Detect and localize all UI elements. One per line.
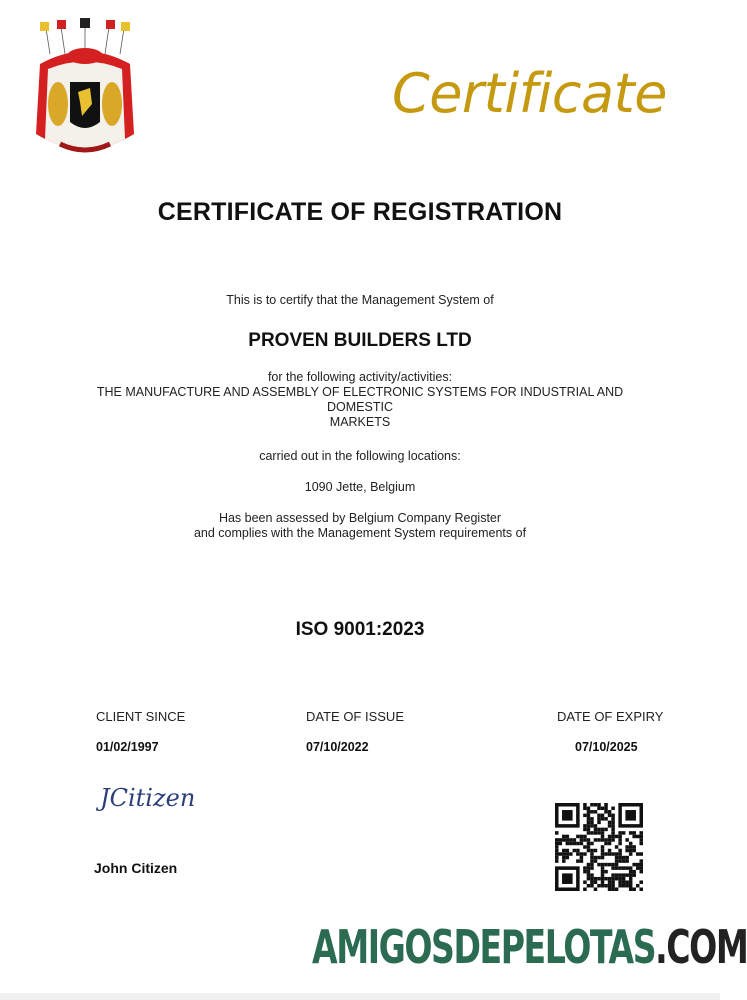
qr-module: [604, 877, 608, 881]
qr-module: [604, 838, 608, 842]
qr-module: [618, 873, 622, 877]
qr-module: [632, 845, 636, 849]
qr-module: [632, 887, 636, 891]
qr-module: [601, 817, 605, 821]
qr-module: [594, 810, 598, 814]
assessment-block: [0, 511, 720, 541]
qr-module: [622, 866, 626, 870]
assessment-line: Has been assessed by Belgium Company Register: [218, 511, 502, 525]
qr-module: [597, 856, 601, 860]
qr-module: [601, 828, 605, 832]
qr-module: [625, 866, 629, 870]
qr-module: [604, 884, 608, 888]
qr-module: [608, 824, 612, 828]
qr-module: [608, 838, 612, 842]
qr-module: [583, 880, 587, 884]
qr-module: [601, 856, 605, 860]
qr-module: [587, 845, 591, 849]
qr-module: [601, 880, 605, 884]
qr-finder: [562, 873, 573, 884]
qr-module: [629, 852, 633, 856]
qr-module: [587, 817, 591, 821]
qr-module: [583, 803, 587, 807]
qr-module: [576, 859, 580, 863]
qr-module: [601, 866, 605, 870]
qr-finder: [562, 810, 573, 821]
qr-module: [573, 838, 577, 842]
qr-module: [618, 842, 622, 846]
qr-module: [576, 835, 580, 839]
qr-module: [629, 842, 633, 846]
qr-module: [583, 814, 587, 818]
qr-module: [625, 859, 629, 863]
qr-module: [559, 842, 563, 846]
qr-module: [594, 824, 598, 828]
qr-module: [615, 877, 619, 881]
qr-module: [622, 831, 626, 835]
qr-module: [618, 880, 622, 884]
qr-module: [583, 828, 587, 832]
qr-module: [601, 814, 605, 818]
qr-module: [597, 817, 601, 821]
activity-intro: for the following activity/activities:: [267, 370, 453, 384]
activity-line: MARKETS: [329, 415, 391, 429]
qr-module: [629, 849, 633, 853]
qr-module: [629, 873, 633, 877]
qr-module: [590, 831, 594, 835]
qr-module: [601, 845, 605, 849]
qr-module: [601, 831, 605, 835]
certificate-brand-word: Certificate: [392, 62, 667, 125]
qr-module: [590, 842, 594, 846]
qr-module: [590, 856, 594, 860]
qr-module: [590, 803, 594, 807]
qr-code-icon: [555, 803, 643, 891]
qr-module: [611, 877, 615, 881]
qr-module: [590, 880, 594, 884]
qr-module: [555, 852, 559, 856]
qr-module: [639, 866, 643, 870]
qr-module: [608, 887, 612, 891]
qr-module: [597, 803, 601, 807]
qr-module: [632, 873, 636, 877]
qr-module: [625, 849, 629, 853]
qr-module: [587, 866, 591, 870]
qr-module: [590, 866, 594, 870]
company-name: PROVEN BUILDERS LTD: [248, 330, 472, 351]
qr-module: [587, 831, 591, 835]
qr-module: [625, 873, 629, 877]
qr-module: [580, 852, 584, 856]
qr-module: [629, 866, 633, 870]
qr-module: [587, 824, 591, 828]
qr-module: [555, 849, 559, 853]
qr-module: [615, 859, 619, 863]
qr-module: [562, 859, 566, 863]
qr-module: [587, 863, 591, 867]
qr-module: [590, 824, 594, 828]
qr-module: [601, 873, 605, 877]
location: 1090 Jette, Belgium: [304, 480, 416, 494]
qr-module: [632, 835, 636, 839]
qr-module: [611, 814, 615, 818]
qr-module: [601, 852, 605, 856]
locations-intro: carried out in the following locations:: [259, 449, 461, 463]
qr-module: [594, 887, 598, 891]
qr-module: [611, 835, 615, 839]
qr-module: [611, 824, 615, 828]
qr-module: [625, 884, 629, 888]
qr-module: [625, 880, 629, 884]
qr-module: [618, 866, 622, 870]
qr-module: [639, 835, 643, 839]
qr-module: [611, 863, 615, 867]
qr-module: [639, 852, 643, 856]
issue-date-label: DATE OF ISSUE: [306, 709, 404, 724]
qr-module: [576, 849, 580, 853]
qr-module: [622, 877, 626, 881]
qr-module: [587, 873, 591, 877]
qr-module: [590, 810, 594, 814]
qr-module: [611, 838, 615, 842]
qr-module: [580, 842, 584, 846]
qr-module: [566, 835, 570, 839]
qr-module: [583, 807, 587, 811]
qr-module: [625, 838, 629, 842]
qr-module: [583, 852, 587, 856]
iso-standard: ISO 9001:2023: [295, 619, 425, 640]
qr-module: [632, 849, 636, 853]
qr-module: [629, 845, 633, 849]
qr-module: [608, 821, 612, 825]
qr-module: [608, 863, 612, 867]
qr-module: [573, 849, 577, 853]
qr-module: [639, 887, 643, 891]
qr-module: [597, 814, 601, 818]
qr-module: [615, 835, 619, 839]
watermark-main: AMIGOSDEPELOTAS: [312, 920, 656, 974]
qr-module: [601, 807, 605, 811]
qr-module: [555, 859, 559, 863]
qr-module: [615, 852, 619, 856]
expiry-date-value: 07/10/2025: [575, 740, 638, 754]
qr-module: [594, 828, 598, 832]
qr-module: [590, 849, 594, 853]
qr-module: [587, 821, 591, 825]
qr-module: [618, 835, 622, 839]
activity-block: [0, 370, 720, 430]
qr-module: [611, 866, 615, 870]
qr-module: [608, 842, 612, 846]
qr-module: [618, 852, 622, 856]
qr-module: [601, 870, 605, 874]
qr-module: [590, 877, 594, 881]
qr-module: [608, 835, 612, 839]
qr-module: [590, 884, 594, 888]
watermark-tld: .COM: [655, 920, 747, 974]
qr-module: [604, 852, 608, 856]
coat-of-arms-icon: [30, 14, 140, 174]
qr-module: [618, 831, 622, 835]
qr-module: [601, 835, 605, 839]
qr-module: [615, 873, 619, 877]
qr-module: [576, 842, 580, 846]
qr-module: [604, 810, 608, 814]
qr-module: [611, 831, 615, 835]
qr-module: [580, 838, 584, 842]
qr-module: [611, 884, 615, 888]
qr-module: [555, 856, 559, 860]
qr-module: [611, 873, 615, 877]
qr-module: [629, 884, 633, 888]
qr-module: [566, 838, 570, 842]
qr-module: [618, 859, 622, 863]
qr-module: [562, 835, 566, 839]
qr-module: [618, 849, 622, 853]
assessment-line: and complies with the Management System requirements of: [193, 526, 527, 540]
qr-module: [622, 873, 626, 877]
qr-module: [601, 849, 605, 853]
qr-module: [604, 807, 608, 811]
qr-module: [639, 870, 643, 874]
qr-module: [601, 877, 605, 881]
qr-module: [594, 838, 598, 842]
qr-module: [587, 810, 591, 814]
qr-module: [559, 852, 563, 856]
watermark: [312, 920, 747, 974]
issue-date-value: 07/10/2022: [306, 740, 369, 754]
qr-module: [618, 838, 622, 842]
qr-module: [583, 866, 587, 870]
qr-module: [590, 873, 594, 877]
qr-module: [636, 884, 640, 888]
activity-line: THE MANUFACTURE AND ASSEMBLY OF ELECTRONIC SYSTEMS FOR INDUSTRIAL AND: [96, 385, 624, 399]
qr-module: [597, 863, 601, 867]
qr-module: [566, 842, 570, 846]
qr-module: [597, 828, 601, 832]
qr-module: [632, 831, 636, 835]
qr-module: [587, 838, 591, 842]
intro-text: This is to certify that the Management System of: [226, 293, 494, 307]
qr-module: [597, 838, 601, 842]
qr-module: [629, 880, 633, 884]
qr-module: [580, 835, 584, 839]
qr-module: [576, 852, 580, 856]
qr-module: [583, 845, 587, 849]
signer-name: John Citizen: [94, 860, 178, 876]
qr-module: [569, 842, 573, 846]
activity-line: DOMESTIC: [327, 400, 393, 414]
qr-module: [590, 821, 594, 825]
certificate-title: CERTIFICATE OF REGISTRATION: [157, 198, 563, 226]
qr-module: [569, 852, 573, 856]
qr-module: [583, 838, 587, 842]
qr-module: [639, 831, 643, 835]
qr-module: [611, 852, 615, 856]
qr-module: [611, 807, 615, 811]
qr-module: [590, 817, 594, 821]
qr-module: [555, 838, 559, 842]
qr-module: [583, 887, 587, 891]
qr-module: [608, 849, 612, 853]
qr-module: [604, 828, 608, 832]
qr-module: [597, 884, 601, 888]
qr-module: [636, 866, 640, 870]
qr-module: [583, 835, 587, 839]
qr-module: [594, 803, 598, 807]
qr-module: [604, 842, 608, 846]
qr-module: [611, 887, 615, 891]
qr-module: [639, 880, 643, 884]
client-since-label: CLIENT SINCE: [96, 709, 186, 724]
qr-module: [601, 863, 605, 867]
signature: JCitizen: [100, 784, 196, 812]
qr-module: [555, 831, 559, 835]
qr-module: [566, 849, 570, 853]
qr-module: [629, 877, 633, 881]
qr-module: [594, 877, 598, 881]
qr-finder: [625, 810, 636, 821]
qr-module: [583, 824, 587, 828]
qr-module: [615, 845, 619, 849]
qr-module: [608, 814, 612, 818]
qr-module: [604, 870, 608, 874]
qr-module: [562, 852, 566, 856]
expiry-date-label: DATE OF EXPIRY: [557, 709, 664, 724]
qr-module: [604, 863, 608, 867]
qr-module: [583, 870, 587, 874]
qr-module: [555, 842, 559, 846]
qr-module: [594, 859, 598, 863]
qr-module: [639, 859, 643, 863]
qr-module: [625, 856, 629, 860]
qr-module: [580, 856, 584, 860]
qr-module: [587, 807, 591, 811]
qr-module: [611, 817, 615, 821]
qr-module: [615, 866, 619, 870]
qr-module: [611, 880, 615, 884]
qr-module: [587, 877, 591, 881]
qr-module: [566, 852, 570, 856]
qr-module: [597, 807, 601, 811]
qr-module: [594, 831, 598, 835]
qr-module: [608, 880, 612, 884]
client-since-value: 01/02/1997: [96, 740, 159, 754]
qr-module: [636, 863, 640, 867]
bottom-edge: [0, 993, 720, 1000]
qr-module: [608, 810, 612, 814]
qr-module: [615, 863, 619, 867]
qr-module: [611, 821, 615, 825]
qr-module: [615, 887, 619, 891]
qr-module: [559, 838, 563, 842]
qr-module: [618, 877, 622, 881]
qr-module: [601, 838, 605, 842]
qr-module: [590, 863, 594, 867]
qr-module: [590, 852, 594, 856]
qr-module: [618, 856, 622, 860]
qr-module: [639, 863, 643, 867]
qr-module: [622, 880, 626, 884]
qr-module: [625, 845, 629, 849]
qr-module: [587, 870, 591, 874]
qr-module: [594, 880, 598, 884]
qr-module: [604, 817, 608, 821]
qr-module: [594, 849, 598, 853]
qr-module: [590, 859, 594, 863]
qr-module: [622, 884, 626, 888]
qr-module: [618, 884, 622, 888]
qr-module: [587, 842, 591, 846]
qr-module: [632, 870, 636, 874]
qr-module: [639, 842, 643, 846]
qr-module: [562, 849, 566, 853]
qr-module: [597, 831, 601, 835]
qr-module: [611, 828, 615, 832]
qr-module: [569, 838, 573, 842]
qr-module: [629, 887, 633, 891]
qr-module: [587, 884, 591, 888]
qr-module: [608, 884, 612, 888]
qr-module: [587, 849, 591, 853]
qr-module: [622, 859, 626, 863]
qr-module: [608, 877, 612, 881]
qr-module: [629, 831, 633, 835]
qr-module: [639, 838, 643, 842]
qr-module: [587, 814, 591, 818]
qr-module: [597, 821, 601, 825]
qr-module: [636, 852, 640, 856]
qr-module: [597, 877, 601, 881]
qr-module: [629, 870, 633, 874]
qr-module: [555, 845, 559, 849]
qr-module: [636, 835, 640, 839]
qr-module: [580, 859, 584, 863]
qr-module: [587, 828, 591, 832]
qr-module: [573, 842, 577, 846]
qr-module: [632, 863, 636, 867]
qr-module: [604, 803, 608, 807]
qr-module: [608, 852, 612, 856]
qr-module: [622, 856, 626, 860]
qr-module: [566, 856, 570, 860]
qr-module: [615, 856, 619, 860]
qr-module: [562, 838, 566, 842]
qr-module: [594, 856, 598, 860]
qr-module: [601, 884, 605, 888]
qr-module: [562, 856, 566, 860]
